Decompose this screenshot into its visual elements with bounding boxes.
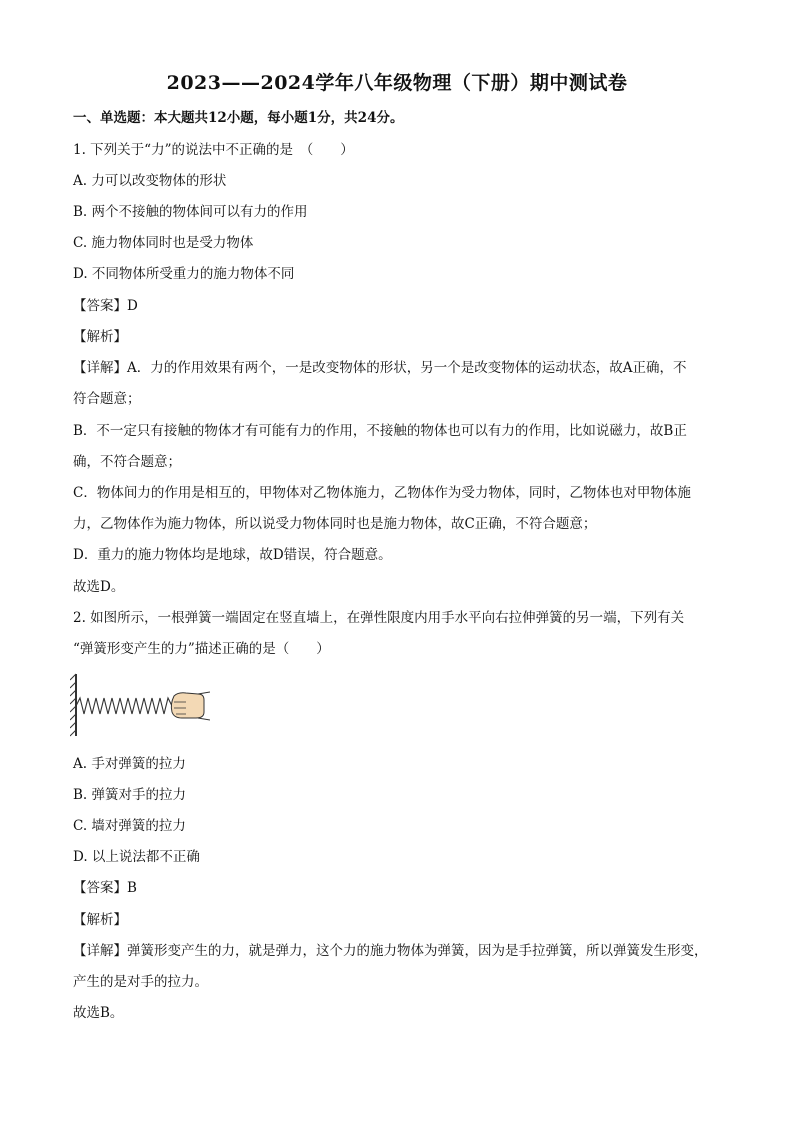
q2-detail-line: 【详解】弹簧形变产生的力，就是弹力，这个力的施力物体为弹簧，因为是手拉弹簧，所以弹簧发生形变， bbox=[73, 943, 708, 959]
q1-option-c: C. 施力物体同时也是受力物体 bbox=[73, 235, 254, 251]
q2-option-d: D. 以上说法都不正确 bbox=[73, 849, 200, 865]
q2-detail-line: 产生的是对手的拉力。 bbox=[73, 974, 208, 990]
q2-answer: 【答案】B bbox=[73, 880, 137, 896]
q1-option-b: B. 两个不接触的物体间可以有力的作用 bbox=[73, 204, 308, 220]
q2-option-c: C. 墙对弹簧的拉力 bbox=[73, 818, 186, 834]
q1-detail-line: B．不一定只有接触的物体才有可能有力的作用，不接触的物体也可以有力的作用，比如说磁力，故B正 bbox=[73, 423, 687, 439]
question-2-stem: “弹簧形变产生的力”描述正确的是（ ） bbox=[73, 641, 330, 657]
q2-option-b: B. 弹簧对手的拉力 bbox=[73, 787, 187, 803]
spring-icon bbox=[76, 698, 178, 714]
q1-detail-line: 确，不符合题意； bbox=[73, 454, 181, 470]
question-2-stem: 2. 如图所示，一根弹簧一端固定在竖直墙上，在弹性限度内用手水平向右拉伸弹簧的另一端，下列有关 bbox=[73, 610, 685, 626]
q2-option-a: A. 手对弹簧的拉力 bbox=[73, 756, 186, 772]
q2-analysis-label: 【解析】 bbox=[73, 912, 127, 928]
question-1-stem: 1. 下列关于“力”的说法中不正确的是 （ ） bbox=[73, 142, 354, 158]
q1-detail-line: 【详解】A．力的作用效果有两个，一是改变物体的形状，另一个是改变物体的运动状态，故A正确，不 bbox=[73, 360, 687, 376]
q1-detail-line: 力，乙物体作为施力物体，所以说受力物体同时也是施力物体，故C正确，不符合题意； bbox=[73, 516, 597, 532]
spring-wall-hand-figure bbox=[70, 672, 210, 738]
q1-answer: 【答案】D bbox=[73, 298, 138, 314]
q1-analysis-label: 【解析】 bbox=[73, 329, 127, 345]
q2-conclusion: 故选B。 bbox=[73, 1005, 124, 1021]
wall-icon bbox=[70, 674, 76, 736]
q1-detail-line: 符合题意； bbox=[73, 391, 141, 407]
q1-option-d: D. 不同物体所受重力的施力物体不同 bbox=[73, 266, 295, 282]
q1-option-a: A. 力可以改变物体的形状 bbox=[73, 173, 227, 189]
q1-detail-line: D．重力的施力物体均是地球，故D错误，符合题意。 bbox=[73, 547, 392, 563]
q1-detail-line: C．物体间力的作用是相互的，甲物体对乙物体施力，乙物体作为受力物体，同时，乙物体也对甲物体施 bbox=[73, 485, 691, 501]
section-heading: 一、单选题：本大题共12小题，每小题1分，共24分。 bbox=[73, 110, 404, 126]
hand-icon bbox=[171, 692, 210, 720]
q1-conclusion: 故选D。 bbox=[73, 579, 125, 595]
exam-title: 2023——2024学年八年级物理（下册）期中测试卷 bbox=[166, 72, 628, 94]
